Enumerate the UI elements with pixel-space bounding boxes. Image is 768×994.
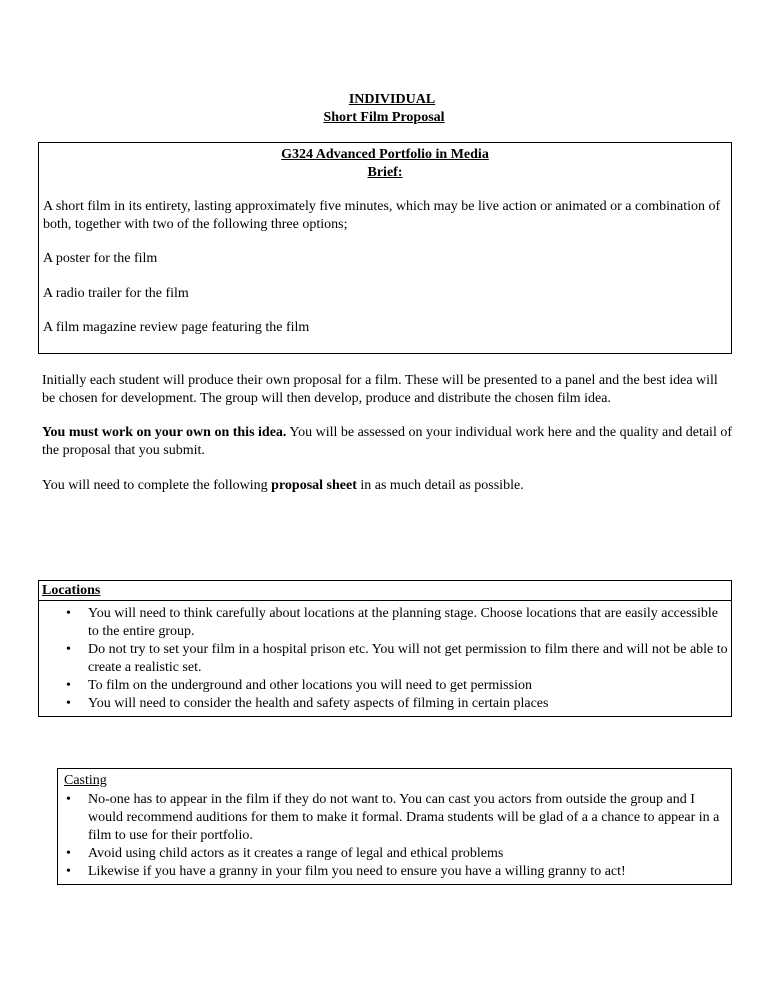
bullet-icon: • (66, 642, 71, 657)
document-title: INDIVIDUAL (348, 92, 436, 107)
list-item-text: No-one has to appear in the film if they do not want to. You can cast you actors from outside the group and I would recommend auditions for them to make it formal. Drama students will be glad of a a chance to appear in a film to use for their portfolio. (88, 792, 720, 843)
locations-box (38, 580, 732, 717)
intro-paragraph-2-emphasis: You must work on your own on this idea. (42, 425, 287, 440)
list-item-text: You will need to consider the health and safety aspects of filming in certain places (88, 696, 549, 711)
casting-heading: Casting (64, 773, 107, 788)
bullet-icon: • (66, 606, 71, 621)
list-item (66, 845, 728, 863)
list-item-text: You will need to think carefully about locations at the planning stage. Choose locations that are easily accessible to the entire group. (88, 606, 718, 639)
intro-paragraph-3 (42, 477, 732, 495)
list-item (66, 863, 728, 881)
bullet-icon: • (66, 696, 71, 711)
list-item (66, 641, 728, 677)
casting-list (66, 791, 728, 881)
document-subtitle: Short Film Proposal (323, 110, 445, 125)
brief-option-magazine-review: A film magazine review page featuring the film (43, 320, 310, 335)
list-item-text: Do not try to set your film in a hospital prison etc. You will not get permission to film there and will not be able to create a realistic set. (88, 642, 728, 675)
list-item (66, 791, 728, 845)
list-item-text: Avoid using child actors as it creates a range of legal and ethical problems (88, 846, 504, 861)
bullet-icon: • (66, 678, 71, 693)
list-item (66, 695, 728, 713)
brief-box (38, 142, 732, 354)
list-item (66, 605, 728, 641)
locations-heading: Locations (39, 581, 731, 601)
brief-option-radio-trailer: A radio trailer for the film (43, 286, 189, 301)
bullet-icon: • (66, 792, 71, 807)
intro-paragraph-3-emphasis: proposal sheet (271, 478, 357, 493)
intro-paragraph-2-rest: You will be assessed on your individual work here and the quality and detail of the proposal that you submit. (42, 425, 732, 458)
list-item-text: To film on the underground and other locations you will need to get permission (88, 678, 532, 693)
intro-paragraph-2 (42, 424, 732, 460)
brief-label: Brief: (367, 165, 403, 180)
list-item (66, 677, 728, 695)
brief-option-poster: A poster for the film (43, 251, 158, 266)
brief-description: A short film in its entirety, lasting approximately five minutes, which may be live action or animated or a combination of both, together with two of the following three options; (43, 199, 721, 232)
intro-paragraph-3-post: in as much detail as possible. (356, 478, 524, 493)
list-item-text: Likewise if you have a granny in your film you need to ensure you have a willing granny to act! (88, 864, 626, 879)
casting-box (57, 768, 732, 885)
bullet-icon: • (66, 864, 71, 879)
bullet-icon: • (66, 846, 71, 861)
intro-paragraph-1: Initially each student will produce their own proposal for a film. These will be presented to a panel and the best idea will be chosen for development. The group will then develop, produce and distribute the chosen film idea. (42, 373, 718, 406)
locations-list (66, 605, 728, 713)
intro-paragraph-3-pre: You will need to complete the following (42, 478, 272, 493)
brief-course: G324 Advanced Portfolio in Media (281, 147, 489, 162)
